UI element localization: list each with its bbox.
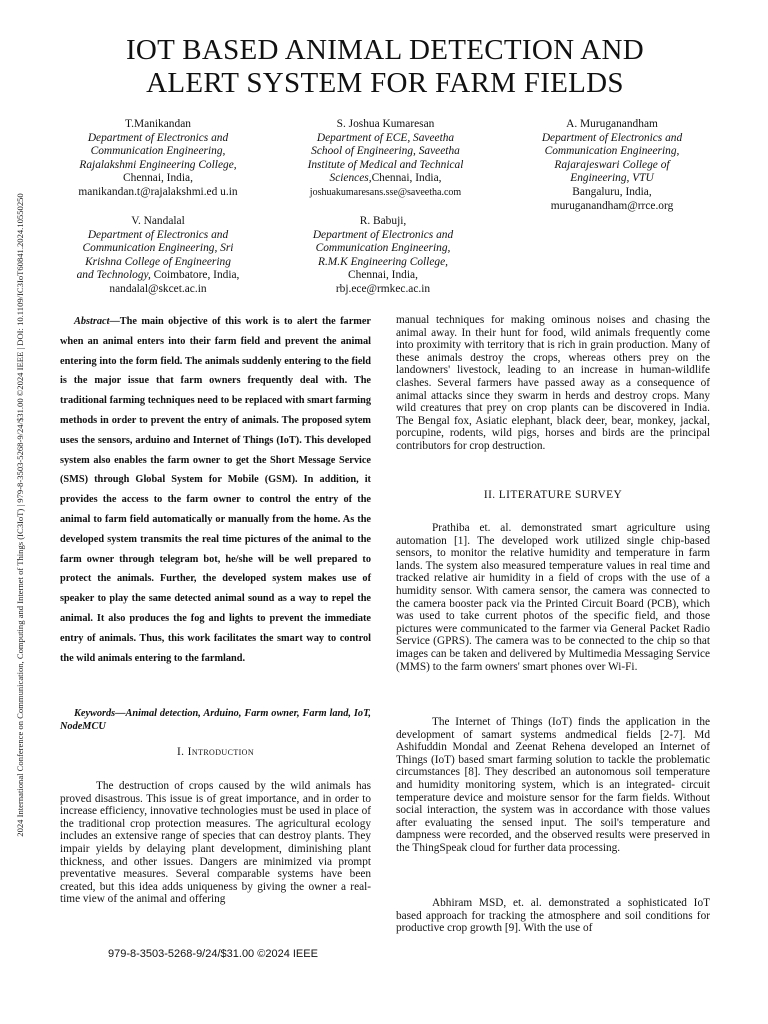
- doi-side-text: 2024 International Conference on Communication, Computing and Internet of Things (IC3IoT) | 979-8-3503-5268-9/24/$31.00 ©2024 IEEE | DOI: 10.1109/IC3IoT60841.2024.10550250: [15, 193, 25, 837]
- author-affiliation: Department of Electronics and: [312, 228, 454, 241]
- author-location: Coimbatore, India,: [150, 269, 240, 282]
- author-block-5: [283, 215, 483, 297]
- author-affiliation: Institute of Medical and Technical: [307, 158, 464, 171]
- author-block-2: [283, 118, 488, 200]
- author-block-4: [58, 215, 258, 297]
- author-name: R. Babuji,: [359, 215, 407, 227]
- author-affiliation: Communication Engineering,: [544, 145, 680, 158]
- author-affiliation: Rajarajeswari College of: [554, 158, 670, 171]
- author-affiliation: and Technology,: [76, 269, 151, 282]
- section-heading-introduction: I. Introduction: [176, 746, 255, 758]
- author-location: Chennai, India,: [371, 172, 442, 185]
- introduction-paragraph: The destruction of crops caused by the wild animals has proved disastrous. This issue is of great importance, and in order to increase efficiency, innovative technologies must be used in place of the traditional crop protection measures. The agricultural ecology includes an extensive range of species that can destroy plants. They impair yields by delaying plant development, diminishing plant thickness, and other issues. Dangers are minimized via prompt preventative measures. Several comparable systems have been created, but this idea adds uniqueness by giving the owner a real-time view of the animal and offering: [60, 780, 371, 906]
- author-affiliation: Department of Electronics and: [87, 228, 229, 241]
- author-block-1: [58, 118, 258, 200]
- author-affiliation: Sciences,: [329, 172, 372, 185]
- author-email: muruganandham@rrce.org: [550, 199, 674, 212]
- page-footer: 979-8-3503-5268-9/24/$31.00 ©2024 IEEE: [108, 948, 318, 960]
- abstract-label: Abstract: [74, 316, 110, 327]
- author-email: manikandan.t@rajalakshmi.ed u.in: [78, 185, 238, 198]
- paper-title: [60, 34, 710, 100]
- author-affiliation: Communication Engineering, Sri: [82, 242, 234, 255]
- author-name: S. Joshua Kumaresan: [336, 118, 435, 130]
- section-heading-literature-survey: II. LITERATURE SURVEY: [483, 489, 623, 501]
- introduction-paragraph-continued: manual techniques for making ominous noises and chasing the animal away. In their hunt for food, wild animals frequently come into proximity with territory that is rich in grain production. Many of these animals destroy the crops, whereas others prey on the landowners' livestock, leading to an increase in human-wildlife clashes. Several farmers have passed away as a consequence of animal attacks since they swarm in herds and destroy crops. Many wild creatures that prey on crop plants can be discovered in India. The Bengal fox, Asiatic elephant, black deer, bear, monkey, jackal, porcupine, rodents, wild pigs, horses and birds are the principal contributors for crop destruction.: [396, 314, 710, 452]
- author-affiliation: Department of ECE, Saveetha: [316, 131, 455, 144]
- author-location: Bangaluru, India,: [572, 185, 652, 198]
- doi-side-banner: [10, 150, 30, 880]
- keywords: Keywords—Animal detection, Arduino, Farm owner, Farm land, IoT, NodeMCU: [60, 708, 371, 732]
- abstract: [60, 312, 371, 668]
- author-affiliation: School of Engineering, Saveetha: [311, 145, 460, 158]
- author-affiliation: Department of Electronics and: [87, 131, 229, 144]
- literature-paragraph-2: The Internet of Things (IoT) finds the application in the development of samart systems andmedical fields [2-7]. Md Ashifuddin Mondal and Zeenat Rehena developed an Internet of Things (IoT) based smart farming solution to tackle the problematic circumstances [8]. They described an autonomous soil temperature and humidity monitoring system, which is an integrated- circuit temperature device and moisture sensor for the farm fields. Without social interaction, the system was in accordance with those values after evaluating the sensed input. The soil's temperature and dampness were recorded, and the observed results were preserved in the ThingSpeak cloud for further data processing.: [396, 716, 710, 854]
- author-affiliation: Department of Electronics and: [541, 131, 683, 144]
- title-line-2: ALERT SYSTEM FOR FARM FIELDS: [146, 67, 624, 99]
- author-location: Chennai, India,: [123, 172, 193, 185]
- author-name: A. Muruganandham: [566, 118, 658, 130]
- author-name: V. Nandalal: [131, 215, 185, 227]
- author-affiliation: R.M.K Engineering College,: [317, 255, 449, 268]
- author-affiliation: Communication Engineering,: [90, 145, 226, 158]
- author-location: Chennai, India,: [348, 269, 418, 282]
- author-block-3: [512, 118, 712, 213]
- author-email: rbj.ece@rmkec.ac.in: [335, 282, 431, 295]
- literature-paragraph-3: Abhiram MSD, et. al. demonstrated a sophisticated IoT based approach for tracking the atmosphere and soil conditions for productive crop growth [9]. With the use of: [396, 897, 710, 935]
- author-affiliation: Engineering, VTU: [570, 172, 654, 185]
- author-name: T.Manikandan: [125, 118, 191, 130]
- author-affiliation: Communication Engineering,: [315, 242, 451, 255]
- author-affiliation: Rajalakshmi Engineering College,: [79, 158, 237, 171]
- author-email: nandalal@skcet.ac.in: [109, 282, 207, 295]
- author-email: joshuakumaresans.sse@saveetha.com: [309, 186, 462, 198]
- author-affiliation: Krishna College of Engineering: [85, 255, 231, 268]
- abstract-text: —The main objective of this work is to alert the farmer when an animal enters into their farm field and prevent the animal entering into the form field. The animals suddenly entering to the field is the major issue that farm owners frequently deal with. The traditional farming techniques need to be replaced with smart farming methods in order to prevent the entry of animals. The proposed sytem uses the sensors, arduino and Internet of Things (IoT). This developed system also enables the farm owner to get the Short Message Service (SMS) through Global System for Mobile (GSM). In addition, it provides the access to the farm owner to control the entry of the animal to farm field automatically or manually from the home. As the developed system transmits the real time pictures of the animal to the farm owner through telegram bot, he/she will be well prepared to protect the animals. Further, the developed system makes use of speaker to play the same detected animal sound as a way to repel the animal. It also produces the fog and lights to prevent the immediate entry of animals. Thus, this work facilitates the smart way to control the wild animals entering to the farmland.: [60, 316, 371, 664]
- literature-paragraph-1: Prathiba et. al. demonstrated smart agriculture using automation [1]. The developed work utilized single chip-based sensors, to monitor the relative humidity and temperature in farm lands. The system also measured temperature values in real time and tracked relative air humidity in a field of crops with the use of a humidity sensor. With camera sensor, the camera was connected to the camera booster pack via the Printed Circuit Board (PCB), which was used to take current photos of the specific field, and those pictures were communicated to the farmer via General Packet Radio Service (GPRS). The camera was to be connected to the chip so that images can be taken and delivered by Multimedia Messaging Service (MMS) to the farm owners' smart phones over Wi-Fi.: [396, 522, 710, 673]
- title-line-1: IOT BASED ANIMAL DETECTION AND: [125, 34, 645, 66]
